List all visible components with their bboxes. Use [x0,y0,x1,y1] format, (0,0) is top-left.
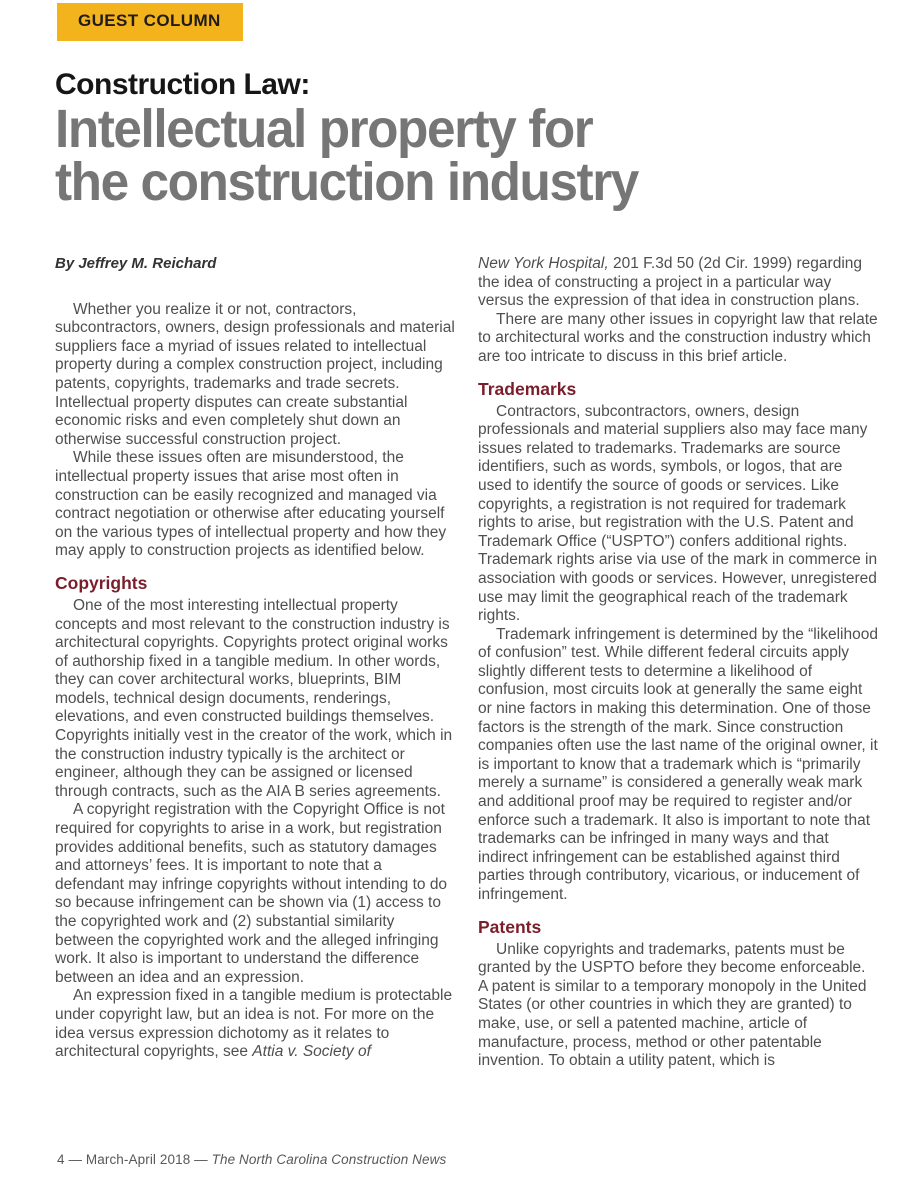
text-run: Trademark infringement is determined by the “likelihood of confusion” test. While different federal circuits apply slightly different tests to determine a likelihood of confusion, most circuits look at generally the same eight or nine factors in making this determination. One of those factors is the strength of the mark. Since construction companies often use the last name of the original owner, it is important to know that a trademark which is “primarily merely a surname” is considered a generally weak mark and additional proof may be required to register and/or enforce such a trademark. It also is important to note that trademarks can be infringed in many ways and that indirect infringement can be established against third parties through contributory, vicarious, or inducement of infringement. [478,625,878,903]
text-run: Whether you realize it or not, contractors, subcontractors, owners, design professionals and material suppliers face a myriad of issues related to intellectual property during a complex construction project, including patents, copyrights, trademarks and trade secrets. Intellectual property disputes can create substantial economic risks and even completely shut down an otherwise successful construction project. [55,300,455,448]
text-run: An expression fixed in a tangible medium is protectable under copyright law, but an idea is not. For more on the idea versus expression dichotomy as it relates to architectural copyrights, see [55,987,453,1061]
paragraph [478,311,878,367]
byline [55,255,455,274]
paragraph [478,626,878,905]
text-run: Unlike copyrights and trademarks, patents must be granted by the USPTO before they become enforceable. A patent is similar to a temporary monopoly in the United States (or other countries in which they are granted) to make, use, or sell a patented machine, article of manufacture, process, method or other patentable invention. To obtain a utility patent, which is [478,940,867,1070]
italic-text-run: The North Carolina Construction News [211,1152,447,1167]
paragraph [478,403,878,626]
article-title-line-2: the construction industry [55,152,638,212]
italic-text-run: New York Hospital, [478,255,609,272]
guest-column-badge-label: GUEST COLUMN [78,11,221,30]
left-column [55,255,455,1071]
text-run: Patents [478,916,542,937]
paragraph [478,941,878,1071]
right-column [478,255,878,1071]
section-heading [478,917,878,937]
paragraph [55,301,455,450]
text-run: A copyright registration with the Copyright Office is not required for copyrights to arise in a work, but registration provides additional benefits, such as statutory damages and attorneys’ fees. It is important to note that a defendant may infringe copyrights without intending to do so because infringement can be shown via (1) access to the copyrighted work and (2) substantial similarity between the copyrighted work and the alleged infringing work. It also is important to understand the difference between an idea and an expression. [55,801,448,986]
text-run: Trademarks [478,378,577,399]
paragraph [478,255,878,311]
text-run: 201 F.3d 50 (2d Cir. 1999) regarding the idea of constructing a project in a particular way versus the expression of that idea in construction plans. [478,255,862,310]
guest-column-badge [57,3,243,41]
article-title-line-1: Intellectual property for [55,99,593,159]
text-run: By Jeffrey M. Reichard [55,255,217,272]
paragraph [55,597,455,802]
text-run: 4 — March-April 2018 — [57,1152,212,1167]
article-kicker: Construction Law: [55,68,310,101]
text-run: One of the most interesting intellectual property concepts and most relevant to the construction industry is architectural copyrights. Copyrights protect original works of authorship fixed in a tangible medium. In other words, they can cover architectural works, blueprints, BIM models, technical design documents, renderings, elevations, and even constructed buildings themselves. Copyrights initially vest in the creator of the work, which in the construction industry typically is the architect or engineer, although they can be assigned or licensed through contracts, such as the AIA B series agreements. [55,596,453,800]
paragraph [55,449,455,561]
paragraph [55,801,455,987]
section-heading [478,379,878,399]
text-run: Contractors, subcontractors, owners, design professionals and material suppliers also may face many issues related to trademarks. Trademarks are source identifiers, such as words, symbols, or logos, that are used to identify the source of goods or services. Like copyrights, a registration is not required for trademark rights to arise, but registration with the U.S. Patent and Trademark Office (“USPTO”) confers additional rights. Trademark rights arise via use of the mark in commerce in association with goods or services. However, unregistered use may limit the geographical reach of the trademark rights. [478,402,878,625]
page-footer [57,1152,446,1167]
article-body [55,255,878,1071]
italic-text-run: Attia v. Society of [252,1043,371,1061]
text-run: There are many other issues in copyright law that relate to architectural works and the construction industry which are too intricate to discuss in this brief article. [478,310,878,365]
article-title [55,99,669,212]
text-run: Copyrights [55,572,148,593]
section-heading [55,573,455,593]
paragraph [55,987,455,1061]
text-run: While these issues often are misunderstood, the intellectual property issues that arise most often in construction can be easily recognized and managed via contract negotiation or otherwise after educating yourself on the various types of intellectual property and how they may apply to construction projects as identified below. [55,449,447,560]
